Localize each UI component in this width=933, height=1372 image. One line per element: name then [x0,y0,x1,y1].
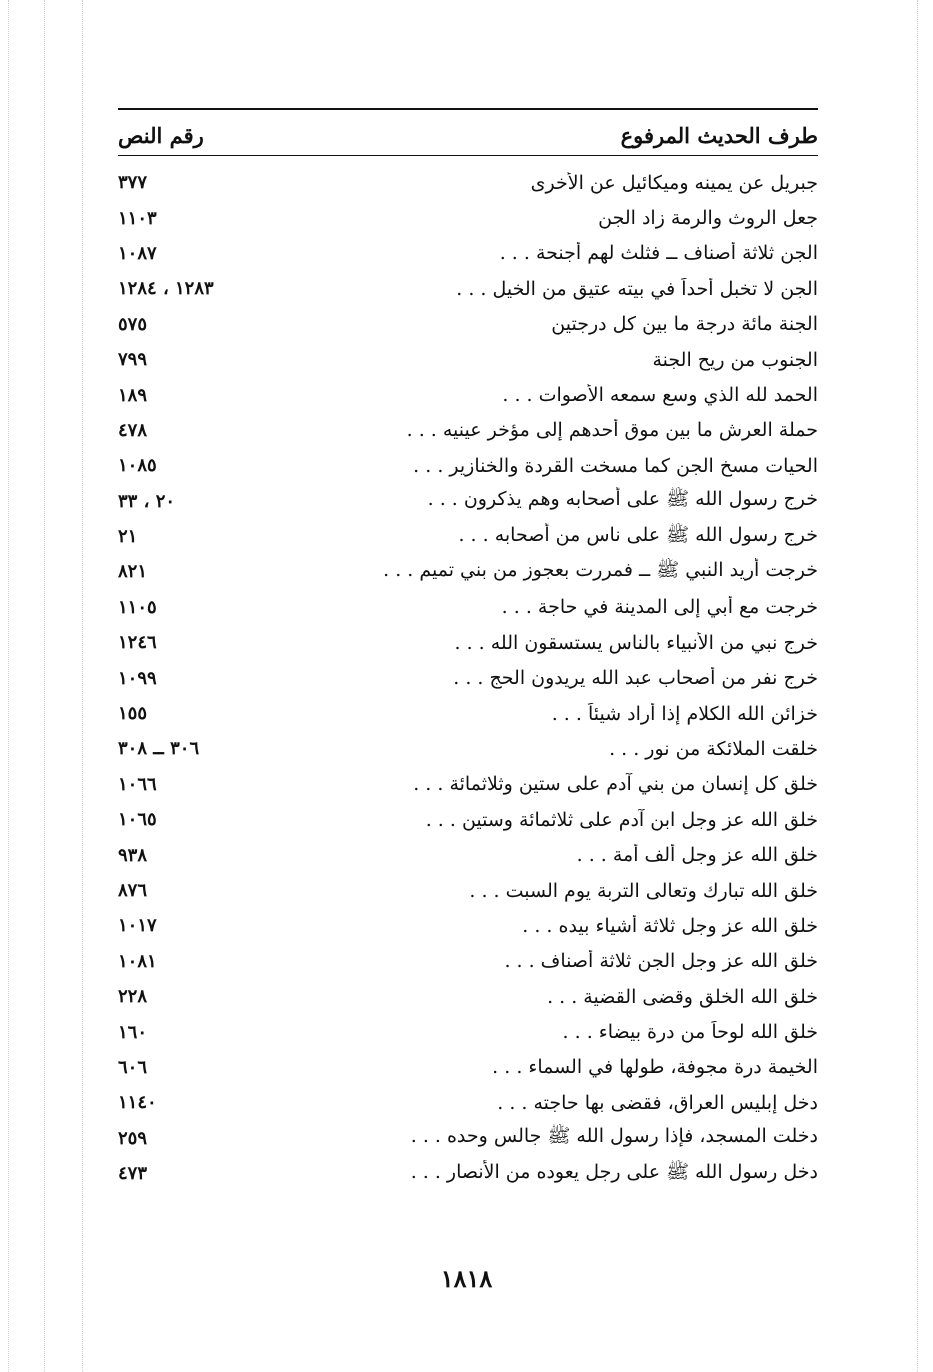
entry-hadith-text: خلق كل إنسان من بني آدم على ستين وثلاثمائة . . . [413,773,818,796]
entry-ref-number: ٩٣٨ [118,844,148,866]
entry-ref-number: ٤٧٨ [118,419,148,441]
index-entry [118,307,818,342]
index-entry [118,1121,818,1156]
entry-hadith-text: خلق الله عز وجل ابن آدم على ثلاثمائة وستين . . . [425,808,818,831]
index-entry [118,1156,818,1191]
index-entry [118,590,818,625]
index-entry [118,837,818,872]
entry-ref-number: ٧٩٩ [118,349,148,371]
entry-hadith-text: دخل رسول الله ﷺ على رجل يعوده من الأنصار . . . [410,1160,818,1183]
entry-ref-number: ١١٠٣ [118,207,157,229]
scan-edge-mark [917,0,918,1372]
entry-ref-number: ١٠٦٦ [118,773,157,795]
entry-ref-number: ١٠٦٥ [118,809,157,831]
index-entry [118,908,818,943]
index-entry [118,979,818,1014]
header-rule [118,155,818,156]
entry-hadith-text: خلق الله عز وجل ألف أمة . . . [576,844,818,867]
entry-hadith-text: جعل الروث والرمة زاد الجن [598,207,818,230]
hadith-column-header: طرف الحديث المرفوع [620,122,818,148]
entry-hadith-text: خلق الله عز وجل ثلاثة أشياء بيده . . . [522,914,818,937]
index-entry [118,413,818,448]
index-entry [118,165,818,200]
entry-hadith-text: الجن ثلاثة أصناف ــ فثلث لهم أجنحة . . . [499,242,818,265]
index-entry [118,944,818,979]
entry-ref-number: ٥٧٥ [118,313,148,335]
entry-ref-number: ١٠١٧ [118,915,157,937]
entry-ref-number: ١٠٨٧ [118,242,157,264]
index-entry [118,271,818,306]
entry-hadith-text: خلق الله الخلق وقضى القضية . . . [547,985,818,1008]
entry-hadith-text: الجن لا تخبل أحداً في بيته عتيق من الخيل . . . [456,277,818,300]
entry-ref-number: ١١٠٥ [118,596,157,618]
entry-hadith-text: دخل إبليس العراق، فقضى بها حاجته . . . [497,1091,818,1114]
entry-ref-number: ٢١ [118,526,138,548]
entry-hadith-text: الخيمة درة مجوفة، طولها في السماء . . . [492,1056,818,1079]
index-entry [118,342,818,377]
entry-ref-number: ١٠٩٩ [118,667,157,689]
index-entry [118,731,818,766]
entry-ref-number: ١١٤٠ [118,1092,157,1114]
entry-ref-number: ٢٢٨ [118,986,148,1008]
index-entry [118,767,818,802]
entry-hadith-text: دخلت المسجد، فإذا رسول الله ﷺ جالس وحده . . . [410,1125,818,1148]
entry-hadith-text: خلق الله لوحاً من درة بيضاء . . . [562,1021,818,1044]
index-entry [118,200,818,235]
entry-hadith-text: خرجت مع أبي إلى المدينة في حاجة . . . [501,596,818,619]
entry-hadith-text: الحيات مسخ الجن كما مسخت القردة والخنازير . . . [413,454,818,477]
entry-hadith-text: خرج نبي من الأنبياء بالناس يستسقون الله . . . [454,631,818,654]
entry-hadith-text: خلقت الملائكة من نور . . . [609,737,818,760]
index-entries [118,165,818,1191]
scan-edge-mark [44,0,45,1372]
entry-ref-number: ٣٠٦ ــ ٣٠٨ [118,738,200,760]
index-entry [118,625,818,660]
ref-column-header: رقم النص [118,122,204,148]
entry-ref-number: ٣٧٧ [118,172,148,194]
entry-ref-number: ٨٧٦ [118,880,148,901]
index-entry [118,1050,818,1085]
column-header-row [118,118,818,152]
index-entry [118,802,818,837]
index-entry [118,660,818,695]
entry-ref-number: ٢٠ ، ٣٣ [118,490,176,512]
index-entry [118,1014,818,1049]
entry-ref-number: ١٢٨٣ ، ١٢٨٤ [118,278,214,300]
top-rule [118,108,818,110]
index-entry [118,236,818,271]
entry-hadith-text: خرجت أريد النبي ﷺ ــ فمررت بعجوز من بني تميم . . . [383,558,818,581]
entry-ref-number: ١٠٨٥ [118,455,157,477]
entry-ref-number: ١٦٠ [118,1021,148,1043]
entry-hadith-text: خزائن الله الكلام إذا أراد شيئاً . . . [551,702,818,725]
entry-ref-number: ١٢٤٦ [118,632,157,654]
scan-edge-mark [82,0,83,1372]
index-entry [118,696,818,731]
entry-ref-number: ١٨٩ [118,384,148,406]
entry-hadith-text: الحمد لله الذي وسع سمعه الأصوات . . . [502,384,818,407]
index-entry [118,554,818,589]
entry-ref-number: ١٠٨١ [118,950,157,972]
entry-ref-number: ٢٥٩ [118,1127,148,1149]
entry-hadith-text: الجنة مائة درجة ما بين كل درجتين [551,313,818,336]
scan-edge-mark [8,0,9,1372]
entry-hadith-text: الجنوب من ريح الجنة [652,348,818,371]
entry-hadith-text: خرج رسول الله ﷺ على ناس من أصحابه . . . [458,523,818,546]
entry-hadith-text: خلق الله تبارك وتعالى التربة يوم السبت . . . [469,879,818,902]
entry-hadith-text: حملة العرش ما بين موق أحدهم إلى مؤخر عينيه . . . [406,419,818,442]
entry-hadith-text: جبريل عن يمينه وميكائيل عن الأخرى [530,171,818,194]
index-entry [118,519,818,554]
index-entry [118,484,818,519]
entry-ref-number: ١٥٥ [118,703,148,725]
entry-hadith-text: خرج نفر من أصحاب عبد الله يريدون الحج . . . [453,667,818,690]
entry-hadith-text: خلق الله عز وجل الجن ثلاثة أصناف . . . [504,950,818,973]
entry-ref-number: ٦٠٦ [118,1056,148,1078]
index-entry [118,377,818,412]
index-entry [118,873,818,908]
entry-hadith-text: خرج رسول الله ﷺ على أصحابه وهم يذكرون . . . [427,488,818,511]
page-number: ١٨١٨ [440,1264,493,1293]
index-entry [118,1085,818,1120]
entry-ref-number: ٨٢١ [118,561,148,583]
index-entry [118,448,818,483]
entry-ref-number: ٤٧٣ [118,1163,148,1185]
